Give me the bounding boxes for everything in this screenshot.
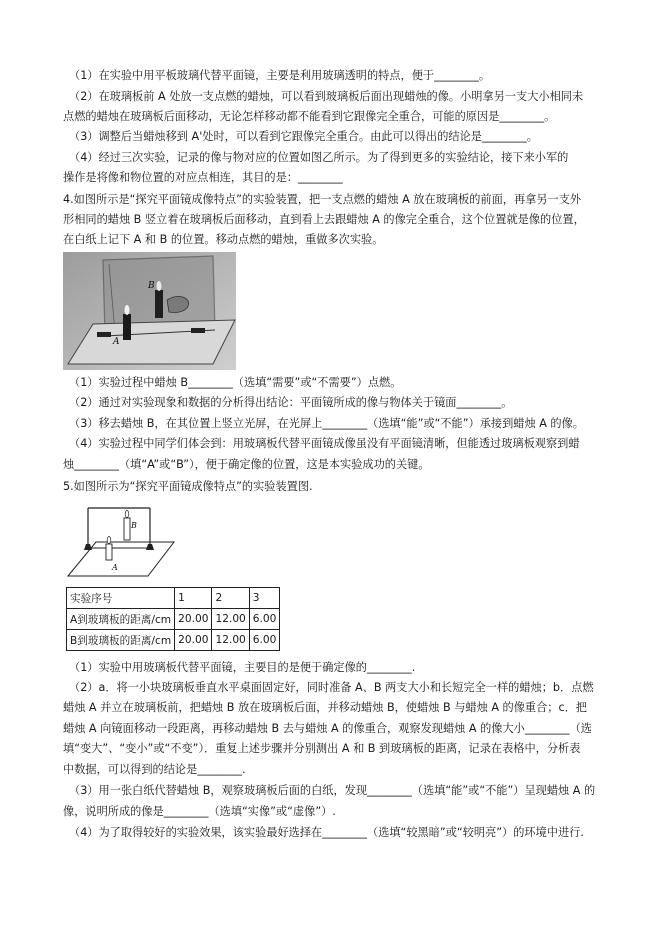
q5-part3-line1: （3）用一张白纸代替蜡烛 B，观察玻璃板后面的白纸，发现________（选填“能”或“不能”）呈现蜡烛 A 的 [69,784,596,797]
q5-intro: 5.如图所示为“探究平面镜成像特点”的实验装置图. [63,480,313,493]
q3-part3: （3）调整后当蜡烛移到 A'处时，可以看到它跟像完全重合。由此可以得出的结论是________。 [69,130,538,143]
q5-part2-line4: 填“变大”、“变小”或“不变”）．重复上述步骤并分别测出 A 和 B 到玻璃板的距离，记录在表格中，分析表 [63,742,581,755]
q4-intro-line3: 在白纸上记下 A 和 B 的位置。移动点燃的蜡烛，重做多次实验。 [63,233,384,246]
table-cell: 12.00 [212,609,249,630]
table-row [67,630,280,651]
q5-part2-line3: 蜡烛 A 向镜面移动一段距离，再移动蜡烛 B 去与蜡烛 A 的像重合，观察发现蜡烛 A 的像大小________（选 [63,722,592,735]
q3-part1: （1）在实验中用平板玻璃代替平面镜，主要是利用玻璃透明的特点，便于________。 [69,69,491,82]
table-cell: 6.00 [249,609,280,630]
table-cell: 12.00 [212,630,249,651]
figure1-label-a: A [113,337,120,347]
q5-part1: （1）实验中用玻璃板代替平面镜，主要目的是便于确定像的________. [69,661,416,674]
q3-part4-line2: 操作是将像和物位置的对应点相连，其目的是：________ [63,171,343,184]
q3-part4-line1: （4）经过三次实验，记录的像与物对应的位置如图乙所示。为了得到更多的实验结论，接下来小军的 [69,151,569,164]
q4-intro-line2: 形相同的蜡烛 B 竖立着在玻璃板后面移动，直到看上去跟蜡烛 A 的像完全重合，这个位置就是像的位置， [63,213,585,226]
q4-part3: （3）移去蜡烛 B，在其位置上竖立光屏，在光屏上________（选填“能”或“不能”）承接到蜡烛 A 的像。 [69,417,584,430]
q5-part3-line2: 像，说明所成的像是________（选填“实像”或“虚像”）. [63,805,336,818]
table-cell: A到玻璃板的距离/cm [67,609,175,630]
q3-part2-line1: （2）在玻璃板前 A 处放一支点燃的蜡烛，可以看到玻璃板后面出现蜡烛的像。小明拿另一支大小相同未 [69,90,584,103]
table-cell: B到玻璃板的距离/cm [67,630,175,651]
q5-part4: （4）为了取得较好的实验效果，该实验最好选择在________（选填“较黑暗”或“较明亮”）的环境中进行. [69,826,584,839]
table-cell: 20.00 [175,630,212,651]
apparatus-line-drawing [66,500,176,578]
table-row [67,609,280,630]
experiment-photo-figure [63,252,236,370]
distance-data-table [66,587,280,651]
apparatus-drawing [66,500,176,578]
q3-part2-line2: 点燃的蜡烛在玻璃板后面移动，无论怎样移动都不能看到它跟像完全重合，可能的原因是________。 [63,110,556,123]
table-header-cell: 3 [249,588,280,609]
q4-intro-line1: 4.如图所示是“探究平面镜成像特点”的实验装置，把一支点燃的蜡烛 A 放在玻璃板的前面，再拿另一支外 [63,193,582,206]
experiment-photo-drawing [63,252,236,370]
q4-part4-line2: 烛________（填“A”或“B”），便于确定像的位置，这是本实验成功的关键。 [63,458,430,471]
table-header-cell: 1 [175,588,212,609]
table-cell: 20.00 [175,609,212,630]
q4-part2: （2）通过对实验现象和数据的分析得出结论：平面镜所成的像与物体关于镜面________。 [69,396,513,409]
q4-part4-line1: （4）实验过程中同学们体会到：用玻璃板代替平面镜成像虽没有平面镜清晰，但能透过玻璃板观察到蜡 [69,437,580,450]
table-cell: 6.00 [249,630,280,651]
figure2-label-a: A [112,563,118,572]
figure1-label-b: B [148,281,155,291]
table-header-row [67,588,280,609]
table-header-cell: 实验序号 [67,588,175,609]
q4-part1: （1）实验过程中蜡烛 B________（选填“需要”或“不需要”）点燃。 [69,376,402,389]
table-header-cell: 2 [212,588,249,609]
q5-part2-line1: （2）a．将一小块玻璃板垂直水平桌面固定好，同时准备 A、B 两支大小和长短完全一样的蜡烛；b．点燃 [69,681,594,694]
q5-part2-line5: 中数据，可以得到的结论是________. [63,763,246,776]
q5-part2-line2: 蜡烛 A 并立在玻璃板前，把蜡烛 B 放在玻璃板后面，并移动蜡烛 B，使蜡烛 B 与蜡烛 A 的像重合；c．把 [63,701,587,714]
figure2-label-b: B [131,521,137,530]
